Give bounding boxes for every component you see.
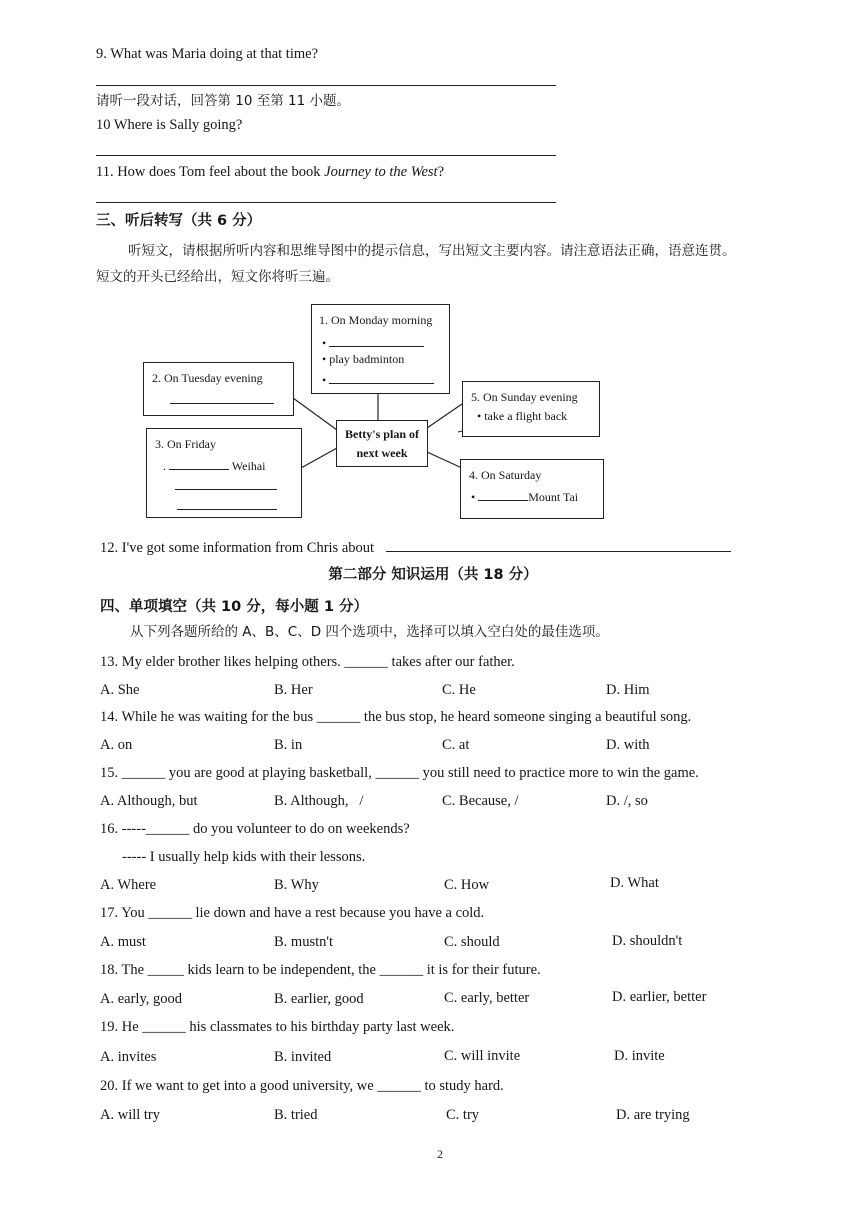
blank-field[interactable] <box>177 497 277 510</box>
q19-option-a[interactable]: A. invites <box>100 1049 157 1065</box>
q15-option-a[interactable]: A. Although, but <box>100 793 198 809</box>
mindmap-box-saturday <box>460 459 604 519</box>
center-line2: next week <box>356 446 408 460</box>
blank-field[interactable] <box>478 488 528 501</box>
blank-field[interactable] <box>169 457 229 470</box>
q15-option-b[interactable]: B. Although, / <box>274 793 364 809</box>
blank-field[interactable] <box>175 477 277 490</box>
question-14: 14. While he was waiting for the bus ______ the bus stop, he heard someone singing a beautiful song. <box>100 709 692 725</box>
q15-option-d[interactable]: D. /, so <box>606 793 648 809</box>
center-line1: Betty's plan of <box>344 427 419 441</box>
bullet: • <box>322 352 327 366</box>
q14-option-a[interactable]: A. on <box>100 737 133 753</box>
q15-option-c[interactable]: C. Because, / <box>442 793 519 809</box>
q13-option-d[interactable]: D. Him <box>606 682 650 698</box>
question-17: 17. You ______ lie down and have a rest because you have a cold. <box>100 905 485 921</box>
section3-heading: 三、听后转写（共 6 分） <box>96 213 262 229</box>
box1-line1 <box>322 334 424 351</box>
blank-field[interactable] <box>329 334 424 347</box>
q16-option-a[interactable]: A. Where <box>100 877 157 893</box>
q19-option-d[interactable]: D. invite <box>614 1048 665 1064</box>
box2-line1 <box>170 391 274 408</box>
box1-line2 <box>322 352 404 367</box>
q14-option-d[interactable]: D. with <box>606 737 650 753</box>
box1-item2: play badminton <box>329 352 405 366</box>
question-16: 16. -----______ do you volunteer to do on weekends? <box>100 821 410 837</box>
section4-heading: 四、单项填空（共 10 分，每小题 1 分） <box>100 599 368 615</box>
q17-option-c[interactable]: C. should <box>444 934 500 950</box>
q17-option-d[interactable]: D. shouldn't <box>612 933 683 949</box>
mindmap-box-monday <box>311 304 450 394</box>
box1-title: 1. On Monday morning <box>319 313 433 327</box>
mindmap-box-tuesday <box>143 362 294 416</box>
q13-option-c[interactable]: C. He <box>442 682 476 698</box>
mindmap-center <box>336 420 428 467</box>
box4-item1: Mount Tai <box>528 490 579 504</box>
answer-line-12[interactable] <box>386 551 731 552</box>
box4-title: 4. On Saturday <box>469 468 542 482</box>
question-20: 20. If we want to get into a good university, we ______ to study hard. <box>100 1078 504 1094</box>
section3-instruction-line1: 听短文，请根据所听内容和思维导图中的提示信息，写出短文主要内容。请注意语法正确，语意连贯。 <box>128 243 736 259</box>
q18-option-a[interactable]: A. early, good <box>100 991 183 1007</box>
box3-line2 <box>175 477 277 494</box>
q13-option-a[interactable]: A. She <box>100 682 140 698</box>
box4-line1 <box>471 488 578 505</box>
question-16-reply: ----- I usually help kids with their lessons. <box>122 849 366 865</box>
page-number: 2 <box>437 1147 443 1161</box>
box3-line3 <box>177 497 277 514</box>
question-19: 19. He ______ his classmates to his birthday party last week. <box>100 1019 455 1035</box>
book-title: Journey to the West <box>324 164 438 180</box>
q14-option-b[interactable]: B. in <box>274 737 303 753</box>
q14-option-c[interactable]: C. at <box>442 737 470 753</box>
q20-option-b[interactable]: B. tried <box>274 1107 318 1123</box>
box3-line1: . Weihai <box>163 459 266 473</box>
bullet: • <box>477 409 482 423</box>
box1-line3 <box>322 371 434 388</box>
question-10: 10 Where is Sally going? <box>96 117 243 133</box>
instruction-10-11: 请听一段对话，回答第 10 至第 11 小题。 <box>96 93 351 109</box>
mindmap-box-friday <box>146 428 302 518</box>
q18-option-c[interactable]: C. early, better <box>444 990 530 1006</box>
box5-line1 <box>477 409 567 424</box>
section3-instruction-line2: 短文的开头已经给出，短文你将听三遍。 <box>96 269 339 285</box>
box5-title: 5. On Sunday evening <box>471 390 578 404</box>
blank-field[interactable] <box>329 371 434 384</box>
q20-option-d[interactable]: D. are trying <box>616 1107 690 1123</box>
bullet: • <box>322 336 327 350</box>
q17-option-b[interactable]: B. mustn't <box>274 934 334 950</box>
q19-option-b[interactable]: B. invited <box>274 1049 332 1065</box>
blank-field[interactable] <box>170 391 274 404</box>
q16-option-d[interactable]: D. What <box>610 875 659 891</box>
q18-option-b[interactable]: B. earlier, good <box>274 991 364 1007</box>
bullet: • <box>471 490 476 504</box>
q18-option-d[interactable]: D. earlier, better <box>612 989 707 1005</box>
part2-heading: 第二部分 知识运用（共 18 分） <box>328 567 538 583</box>
question-18: 18. The _____ kids learn to be independent, the ______ it is for their future. <box>100 962 541 978</box>
box5-item1: take a flight back <box>484 409 568 423</box>
q19-option-c[interactable]: C. will invite <box>444 1048 521 1064</box>
question-12: 12. I've got some information from Chris about <box>100 540 375 556</box>
q17-option-a[interactable]: A. must <box>100 934 146 950</box>
q13-option-b[interactable]: B. Her <box>274 682 313 698</box>
box2-title: 2. On Tuesday evening <box>152 371 263 385</box>
question-15: 15. ______ you are good at playing basketball, ______ you still need to practice more to win the game. <box>100 765 699 781</box>
bullet: • <box>322 373 327 387</box>
mindmap-box-sunday <box>462 381 600 437</box>
question-11-prefix: 11. How does Tom feel about the book <box>96 164 325 180</box>
q20-option-c[interactable]: C. try <box>446 1107 480 1123</box>
question-13: 13. My elder brother likes helping others. ______ takes after our father. <box>100 654 515 670</box>
q20-option-a[interactable]: A. will try <box>100 1107 161 1123</box>
q16-option-c[interactable]: C. How <box>444 877 490 893</box>
box3-title: 3. On Friday <box>155 437 216 451</box>
q16-option-b[interactable]: B. Why <box>274 877 319 893</box>
section4-instruction: 从下列各题所给的 A、B、C、D 四个选项中，选择可以填入空白处的最佳选项。 <box>130 624 609 640</box>
question-9: 9. What was Maria doing at that time? <box>96 46 319 62</box>
box3-item1: Weihai <box>231 459 266 473</box>
question-11-suffix: ? <box>437 164 445 180</box>
